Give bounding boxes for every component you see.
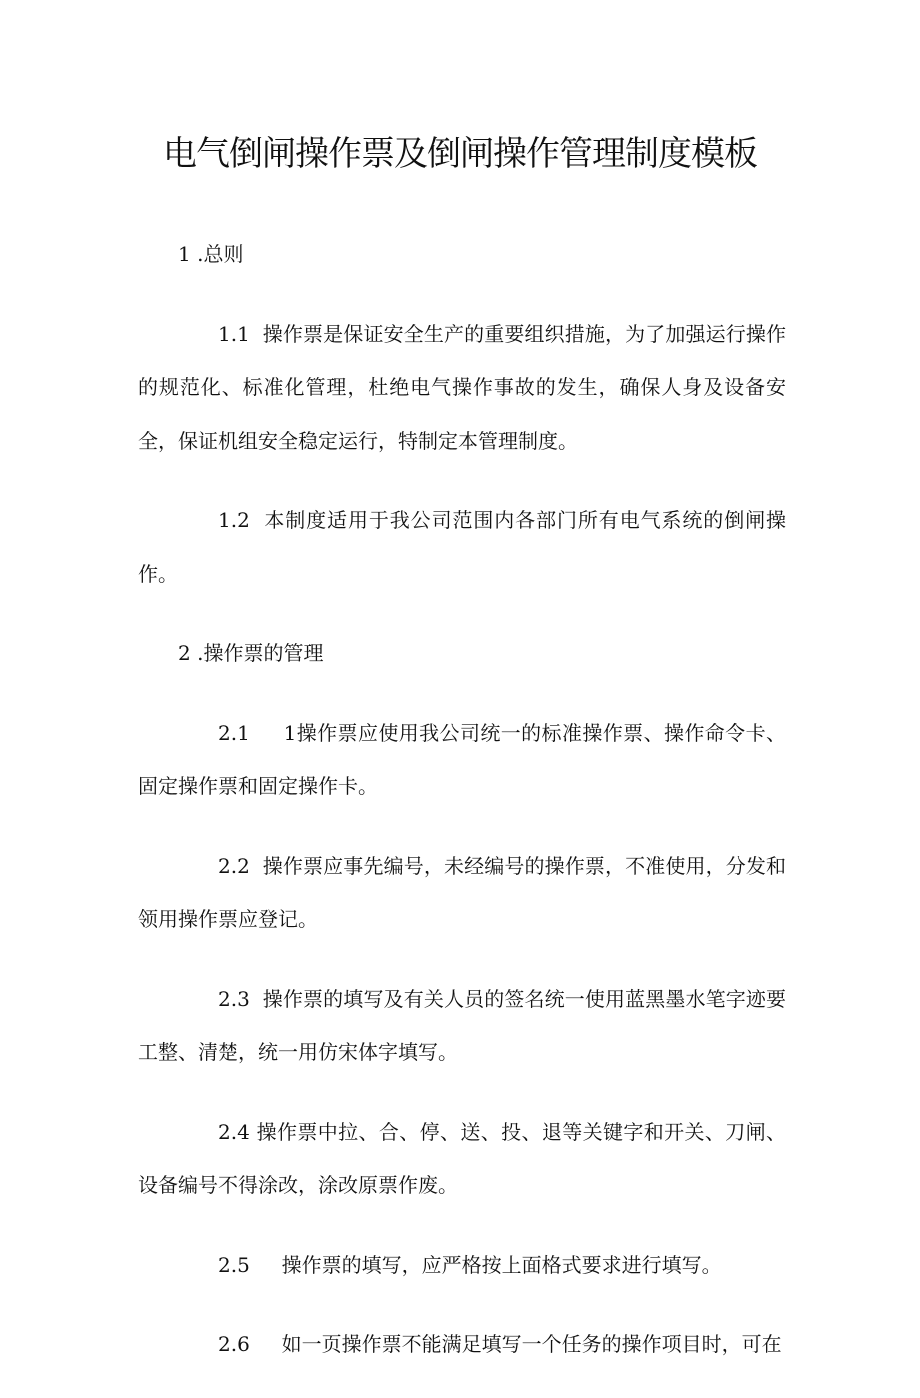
clause-text: 操作票是保证安全生产的重要组织措施，为了加强运行操作的规范化、标准化管理，杜绝电气操作事故的发生，确保人身及设备安全，保证机组安全稳定运行，特制定本管理制度。: [138, 321, 787, 453]
clause-gap: [250, 508, 265, 532]
clause-text: 1操作票应使用我公司统一的标准操作票、操作命令卡、固定操作票和固定操作卡。: [138, 720, 786, 798]
clause-2-2: [138, 840, 786, 947]
clause-number: 1.2: [218, 508, 250, 532]
clause-2-4: [138, 1106, 786, 1213]
clause-number: 2.3: [218, 986, 250, 1011]
clause-gap: [250, 987, 263, 1011]
clause-1-2: [138, 494, 786, 601]
section-heading-general: 1 .总则: [178, 242, 244, 266]
clause-text: 本制度适用于我公司范围内各部门所有电气系统的倒闸操作。: [138, 508, 787, 586]
clause-number: 2.4: [218, 1119, 250, 1144]
clause-gap: [250, 1253, 282, 1277]
clause-gap: [250, 854, 263, 878]
clause-2-5: [138, 1239, 786, 1293]
document-body: [138, 228, 786, 1398]
clause-text: 操作票的填写及有关人员的签名统一使用蓝黑墨水笔字迹要工整、清楚，统一用仿宋体字填写。: [138, 986, 787, 1064]
section-heading-ticket-management: 2 .操作票的管理: [178, 641, 324, 665]
clause-2-3: [138, 973, 786, 1080]
clause-2-6: [138, 1318, 786, 1372]
document-title: 电气倒闸操作票及倒闸操作管理制度模板: [163, 134, 757, 174]
clause-text: 操作票中拉、合、停、送、投、退等关键字和开关、刀闸、设备编号不得涂改，涂改原票作废。: [138, 1119, 787, 1197]
clause-number: 2.5: [218, 1252, 250, 1277]
clause-2-1: [138, 707, 786, 814]
clause-number: 2.2: [218, 853, 250, 878]
clause-gap: [250, 1120, 257, 1144]
clause-text: 操作票应事先编号，未经编号的操作票，不准使用，分发和领用操作票应登记。: [138, 853, 787, 931]
clause-number: 2.6: [218, 1332, 250, 1356]
clause-gap: [250, 322, 263, 346]
clause-1-1: [138, 308, 786, 469]
clause-number: 2.1: [218, 720, 250, 745]
clause-number: 1.1: [218, 321, 250, 346]
clause-gap: [250, 721, 284, 745]
clause-text: 如一页操作票不能满足填写一个任务的操作项目时，可在: [281, 1332, 782, 1356]
clause-gap: [250, 1332, 282, 1356]
clause-text: 操作票的填写，应严格按上面格式要求进行填写。: [281, 1252, 722, 1277]
